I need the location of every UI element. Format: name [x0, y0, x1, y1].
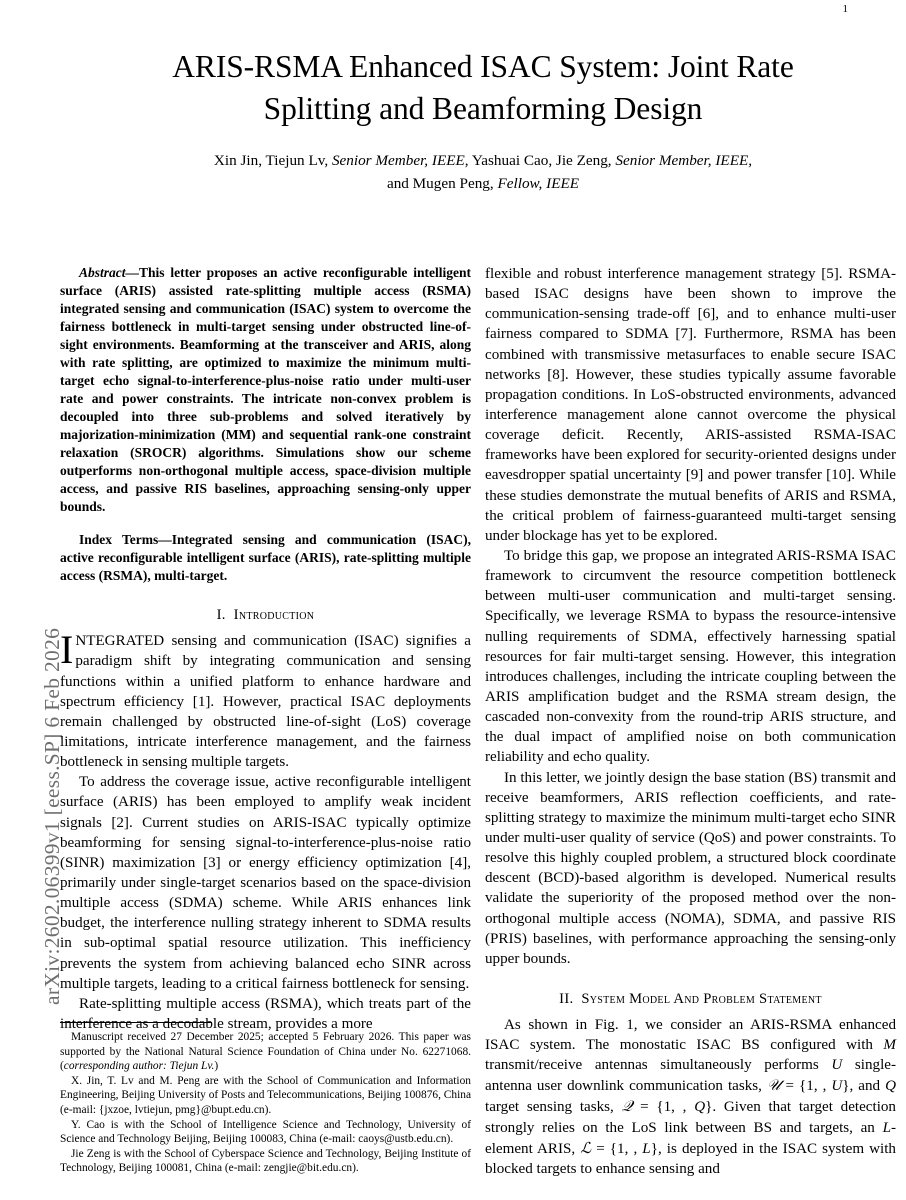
arxiv-stamp-text: arXiv:2602.06399v1 [eess.SP] 6 Feb 2026 — [40, 627, 64, 1005]
author-names-3: and Mugen Peng, — [386, 174, 498, 192]
set-Q: 𝒬 — [621, 1097, 633, 1116]
system-model-paragraph-1 — [485, 1015, 896, 1179]
sm-text-1: As shown in Fig. 1, we consider an ARIS-RSMA enhanced ISAC system. The monostatic ISAC BS configured with — [485, 1016, 896, 1054]
arxiv-stamp — [0, 0, 64, 1200]
author-membership-1: Senior Member, IEEE — [331, 152, 465, 170]
footnote-affiliation-3: Jie Zeng is with the School of Cyberspace Science and Technology, Beijing Institute of Technology, Beijing 100081, China (e-mail: zengjie@bit.edu.cn). — [60, 1147, 471, 1175]
page-title — [60, 46, 906, 129]
intro-paragraph-3: Rate-splitting multiple access (RSMA), which treats part of the interference as a decodable stream, provides a more — [60, 995, 471, 1032]
left-column — [60, 264, 471, 1034]
section-numeral-2: II. — [559, 990, 574, 1007]
index-terms-label: Index Terms — [79, 532, 159, 548]
section-title-2: System Model And Problem Statement — [581, 990, 822, 1007]
variable-U-2: U — [831, 1078, 843, 1095]
drop-cap: I — [60, 627, 74, 673]
footnote-block — [60, 1022, 471, 1176]
section-heading-introduction — [60, 607, 471, 624]
sm-eq-2b: }. Given that target detection strongly relies on the LoS link between BS and targets, an — [485, 1099, 896, 1136]
variable-M: M — [883, 1037, 896, 1054]
sm-eq-2: = {1, , — [632, 1099, 695, 1116]
footnote-affiliation-2: Y. Cao is with the School of Intelligence Science and Technology, University of Science and Technology Beijing, Beijing 100083, China (e-mail: caoys@ustb.edu.cn). — [60, 1118, 471, 1146]
abstract-text: This letter proposes an active reconfigurable intelligent surface (ARIS) assisted rate-splitting multiple access (RSMA) integrated sensing and communication (ISAC) system to overcome the fairness bottleneck in multi-target sensing under obstructed line-of-sight environments. Beamforming at the transceiver and ARIS, along with rate splitting, are optimized to maximize the minimum multi-target echo signal-to-interference-plus-noise ratio under multi-user rate and power constraints. The intricate non-convex problem is decoupled into three sub-problems and solved iteratively by majorization-minimization (MM) and sequential rank-one constraint relaxation (SROCR) algorithms. Simulations show our scheme outperforms non-orthogonal multiple access, space-division multiple access, and passive RIS baselines, approaching sensing-only upper bounds. — [60, 265, 471, 515]
variable-U: U — [831, 1057, 843, 1074]
sm-text-3: single-antenna user downlink communication tasks, — [485, 1057, 896, 1095]
author-comma: , — [748, 152, 753, 170]
variable-Q: Q — [885, 1078, 896, 1095]
footnote-manuscript-a: Manuscript received 27 December 2025; accepted 5 February 2026. This paper was supported by the National Natural Science Foundation of China under No. 62271068. ( — [60, 1031, 471, 1073]
intro-paragraph-1-text: NTEGRATED sensing and communication (ISAC) signifies a paradigm shift by integrating communication and sensing functions within a unified platform to enhance hardware and spectrum efficiency [1]. However, practical ISAC deployments remain challenged by obstructed line-of-sight (LoS) coverage limitations, intricate interference management, and the fairness bottleneck in sensing multiple targets. — [60, 633, 471, 771]
author-names-1: Xin Jin, Tiejun Lv, — [213, 152, 332, 170]
author-membership-3: Fellow, IEEE — [497, 174, 580, 192]
author-membership-2: Senior Member, IEEE — [615, 152, 749, 170]
title-block — [60, 46, 906, 196]
intro-paragraph-6: In this letter, we jointly design the base station (BS) transmit and receive beamformers, ARIS reflection coefficients, and rate-splitting strategy to maximize the minimum multi-target echo SINR under multi-user quality of service (QoS) and power constraints. To resolve this highly coupled problem, a structured block coordinate descent (BCD)-based algorithm is developed. Numerical results validate the superiority of the proposed method over the non-orthogonal multiple access (NOMA), SDMA, and passive RIS (PRIS) baselines, with performance approaching the sensing-only upper bounds. — [485, 769, 896, 967]
footnote-manuscript — [60, 1030, 471, 1074]
index-terms-paragraph — [60, 531, 471, 585]
sm-eq-3: = {1, , — [591, 1140, 643, 1157]
index-terms-text: Integrated sensing and communication (ISAC), active reconfigurable intelligent surface (ARIS), rate-splitting multiple access (RSMA), multi-target. — [60, 532, 471, 584]
set-L: ℒ — [580, 1138, 592, 1157]
index-terms-dash: — — [158, 532, 172, 548]
footnote-corresponding-author: corresponding author: Tiejun Lv. — [63, 1060, 215, 1073]
intro-paragraph-5: To bridge this gap, we propose an integrated ARIS-RSMA ISAC framework to circumvent the resource competition bottleneck between multi-user communication and multi-target sensing. Specifically, we leverage RSMA to bypass the resource-intensive nulling requirements of SDMA, effectively harnessing spatial resources for fair multi-target sensing. However, this integration introduces challenges, including the intricate coupling between the ARIS amplification budget and the RSMA stream design, the cascaded non-convexity from the round-trip ARIS structure, and the dual impact of amplified noise on both communication reliability and echo quality. — [485, 547, 896, 766]
page-number: 1 — [842, 3, 848, 15]
author-line-2 — [60, 173, 906, 196]
right-column — [485, 264, 896, 1179]
set-U: 𝒰 — [766, 1076, 781, 1095]
section-title-1: Introduction — [233, 607, 315, 624]
sm-eq-1b: }, and — [842, 1078, 886, 1095]
sm-text-5: -element ARIS, — [485, 1119, 896, 1157]
sm-text-2: transmit/receive antennas simultaneously performs — [485, 1057, 832, 1074]
variable-L-2: L — [642, 1140, 651, 1157]
sm-text-4: target sensing tasks, — [485, 1099, 622, 1116]
footnote-manuscript-b: ) — [214, 1060, 219, 1073]
author-list — [60, 150, 906, 196]
footnote-affiliation-1: X. Jin, T. Lv and M. Peng are with the School of Communication and Information Engineering, Beijing University of Posts and Telecommunications, Beijing 100876, China (e-mail: {jxzoe, lvtiejun, pmg}@bupt.edu.cn). — [60, 1074, 471, 1116]
sm-eq-1: = {1, , — [780, 1078, 832, 1095]
abstract-dash: — — [125, 265, 140, 280]
abstract-paragraph — [60, 264, 471, 516]
footnote-rule — [60, 1022, 212, 1023]
paper-title-line-1: ARIS-RSMA Enhanced ISAC System: Joint Rate — [172, 49, 794, 84]
sm-eq-3b: }, is deployed in the ISAC system with blocked targets to enhance sensing and — [485, 1140, 896, 1177]
variable-Q-2: Q — [694, 1099, 706, 1116]
author-names-2: , Yashuai Cao, Jie Zeng, — [464, 152, 616, 170]
intro-paragraph-4: flexible and robust interference management strategy [5]. RSMA-based ISAC designs have been shown to improve the communication-sensing trade-off [6], and to enhance multi-user fairness compared to SDMA [7]. Furthermore, RSMA has been combined with transmissive metasurfaces to enable secure ISAC networks [8]. However, these studies typically assume favorable propagation conditions. In LoS-obstructed environments, advanced interference management alone cannot overcome the physical coverage deficit. Recently, ARIS-assisted RSMA-ISAC frameworks have been explored for security-oriented designs under eavesdropper spatial uncertainty [9] and power transfer [10]. While these studies demonstrate the mutual benefits of ARIS and RSMA, the critical problem of fairness-guaranteed multi-target sensing under blockage has yet to be explored. — [485, 266, 896, 544]
section-heading-system-model — [485, 991, 896, 1008]
abstract-label: Abstract — [79, 265, 126, 280]
author-line-1 — [60, 150, 906, 173]
intro-paragraph-1 — [60, 627, 471, 772]
paper-title-line-2: Splitting and Beamforming Design — [263, 90, 703, 126]
intro-paragraph-2: To address the coverage issue, active reconfigurable intelligent surface (ARIS) has been employed to amplify weak incident signals [2]. Current studies on ARIS-ISAC typically optimize beamforming for sensing signal-to-interference-plus-noise ratio (SINR) maximization [3] or energy efficiency optimization [4], primarily under single-target scenarios based on the space-division multiple access (SDMA) scheme. While ARIS enhances link budget, the interference nulling strategy inherent to SDMA results in sub-optimal spatial resource utilization. This inefficiency prevents the system from achieving balanced echo SINR across multiple targets, leading to a critical fairness bottleneck for sensing. — [60, 774, 471, 992]
section-numeral-1: I. — [216, 607, 226, 624]
variable-L: L — [882, 1119, 891, 1136]
